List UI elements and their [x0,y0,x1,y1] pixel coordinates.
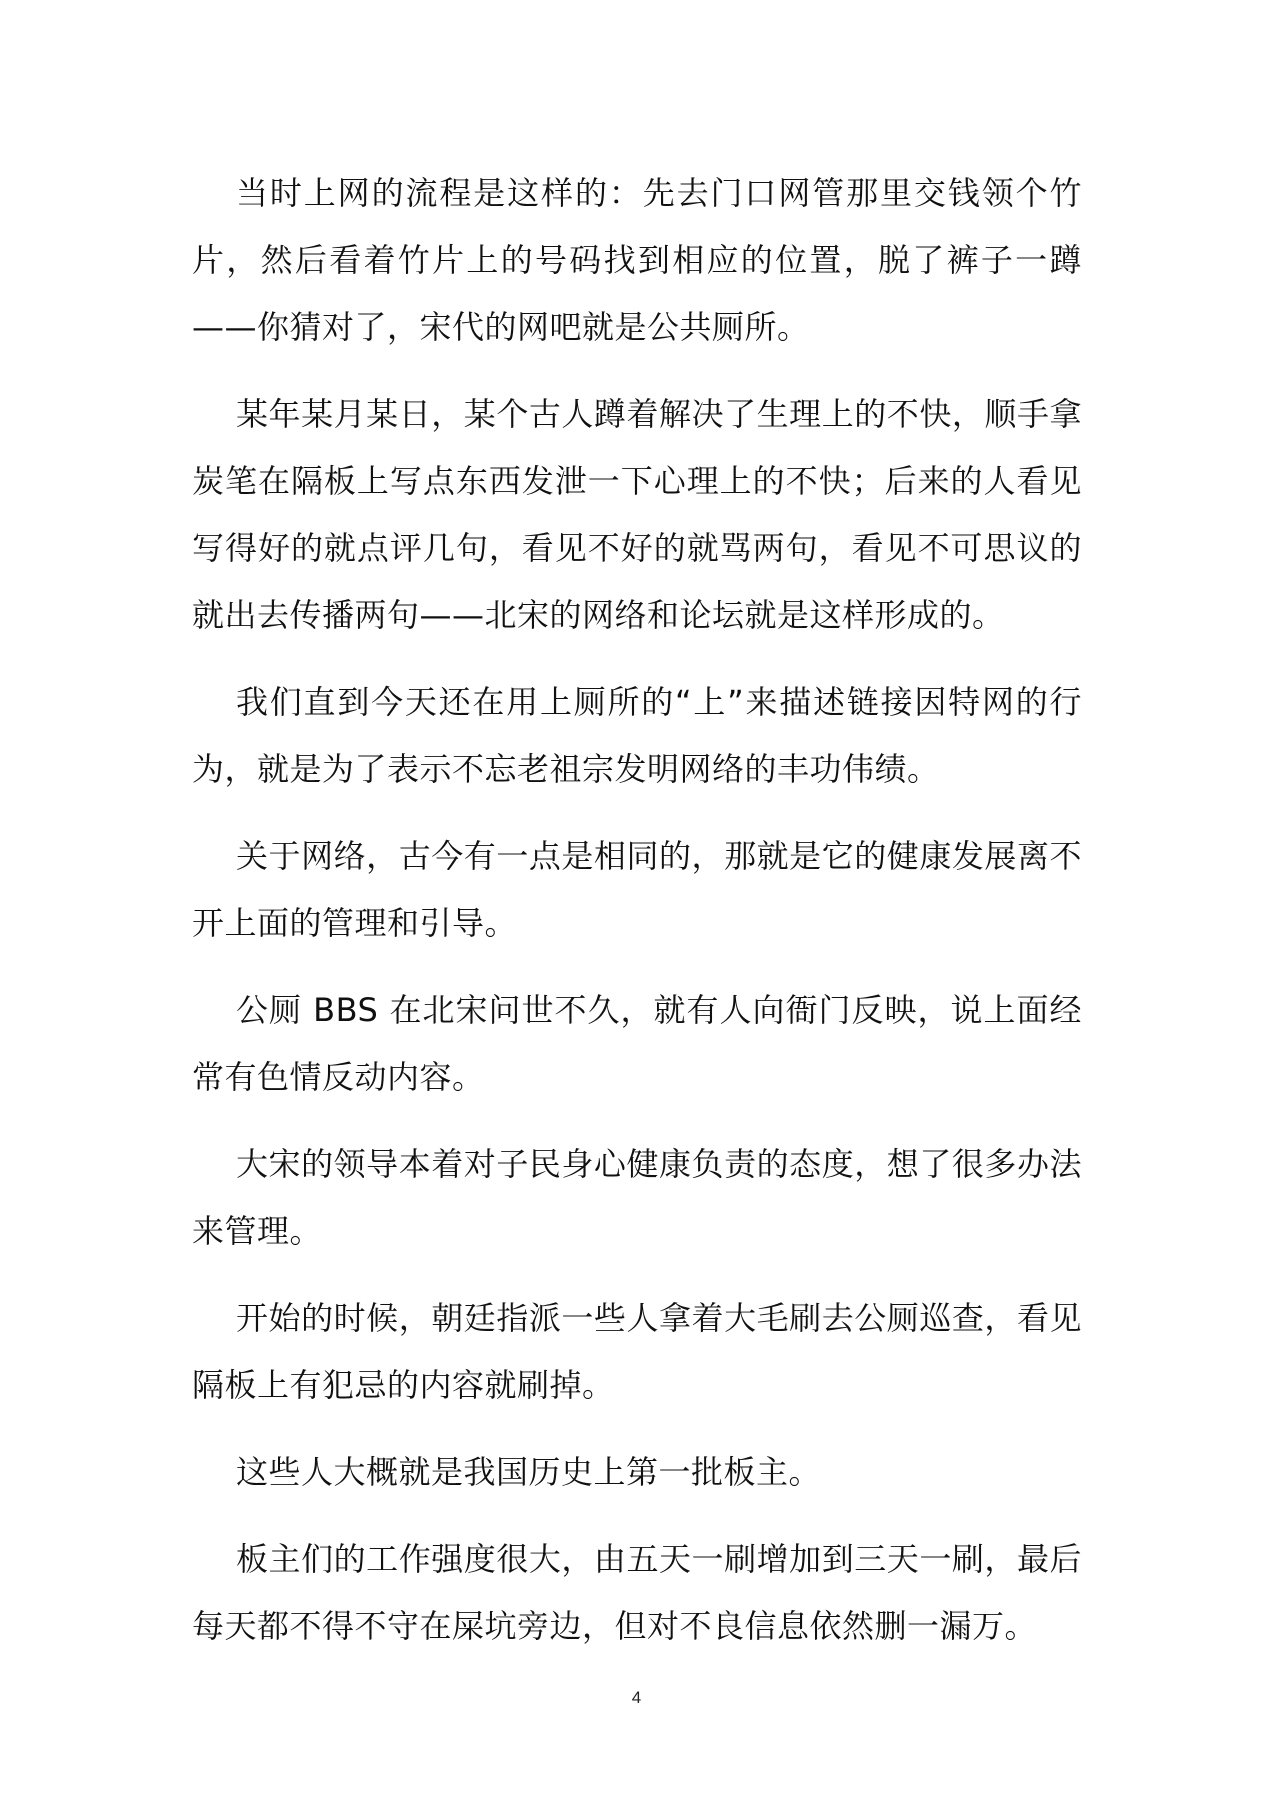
paragraph: 我们直到今天还在用上厕所的“上”来描述链接因特网的行为，就是为了表示不忘老祖宗发明网络的丰功伟绩。 [192,683,1082,788]
paragraph: 这些人大概就是我国历史上第一批板主。 [236,1453,822,1491]
paragraph: 公厕 BBS 在北宋问世不久，就有人向衙门反映，说上面经常有色情反动内容。 [192,991,1082,1096]
paragraph: 当时上网的流程是这样的：先去门口网管那里交钱领个竹片，然后看着竹片上的号码找到相应的位置，脱了裤子一蹲——你猜对了，宋代的网吧就是公共厕所。 [192,174,1082,346]
paragraph: 开始的时候，朝廷指派一些人拿着大毛刷去公厕巡查，看见隔板上有犯忌的内容就刷掉。 [192,1299,1082,1404]
paragraph: 板主们的工作强度很大，由五天一刷增加到三天一刷，最后每天都不得不守在屎坑旁边，但对不良信息依然删一漏万。 [192,1540,1082,1645]
page-number: 4 [631,1688,642,1707]
body-text [192,160,1082,1680]
paragraph: 关于网络，古今有一点是相同的，那就是它的健康发展离不开上面的管理和引导。 [192,837,1082,942]
paragraph: 大宋的领导本着对子民身心健康负责的态度，想了很多办法来管理。 [192,1145,1082,1250]
paragraph: 某年某月某日，某个古人蹲着解决了生理上的不快，顺手拿炭笔在隔板上写点东西发泄一下心理上的不快；后来的人看见写得好的就点评几句，看见不好的就骂两句，看见不可思议的就出去传播两句——北宋的网络和论坛就是这样形成的。 [192,395,1082,634]
